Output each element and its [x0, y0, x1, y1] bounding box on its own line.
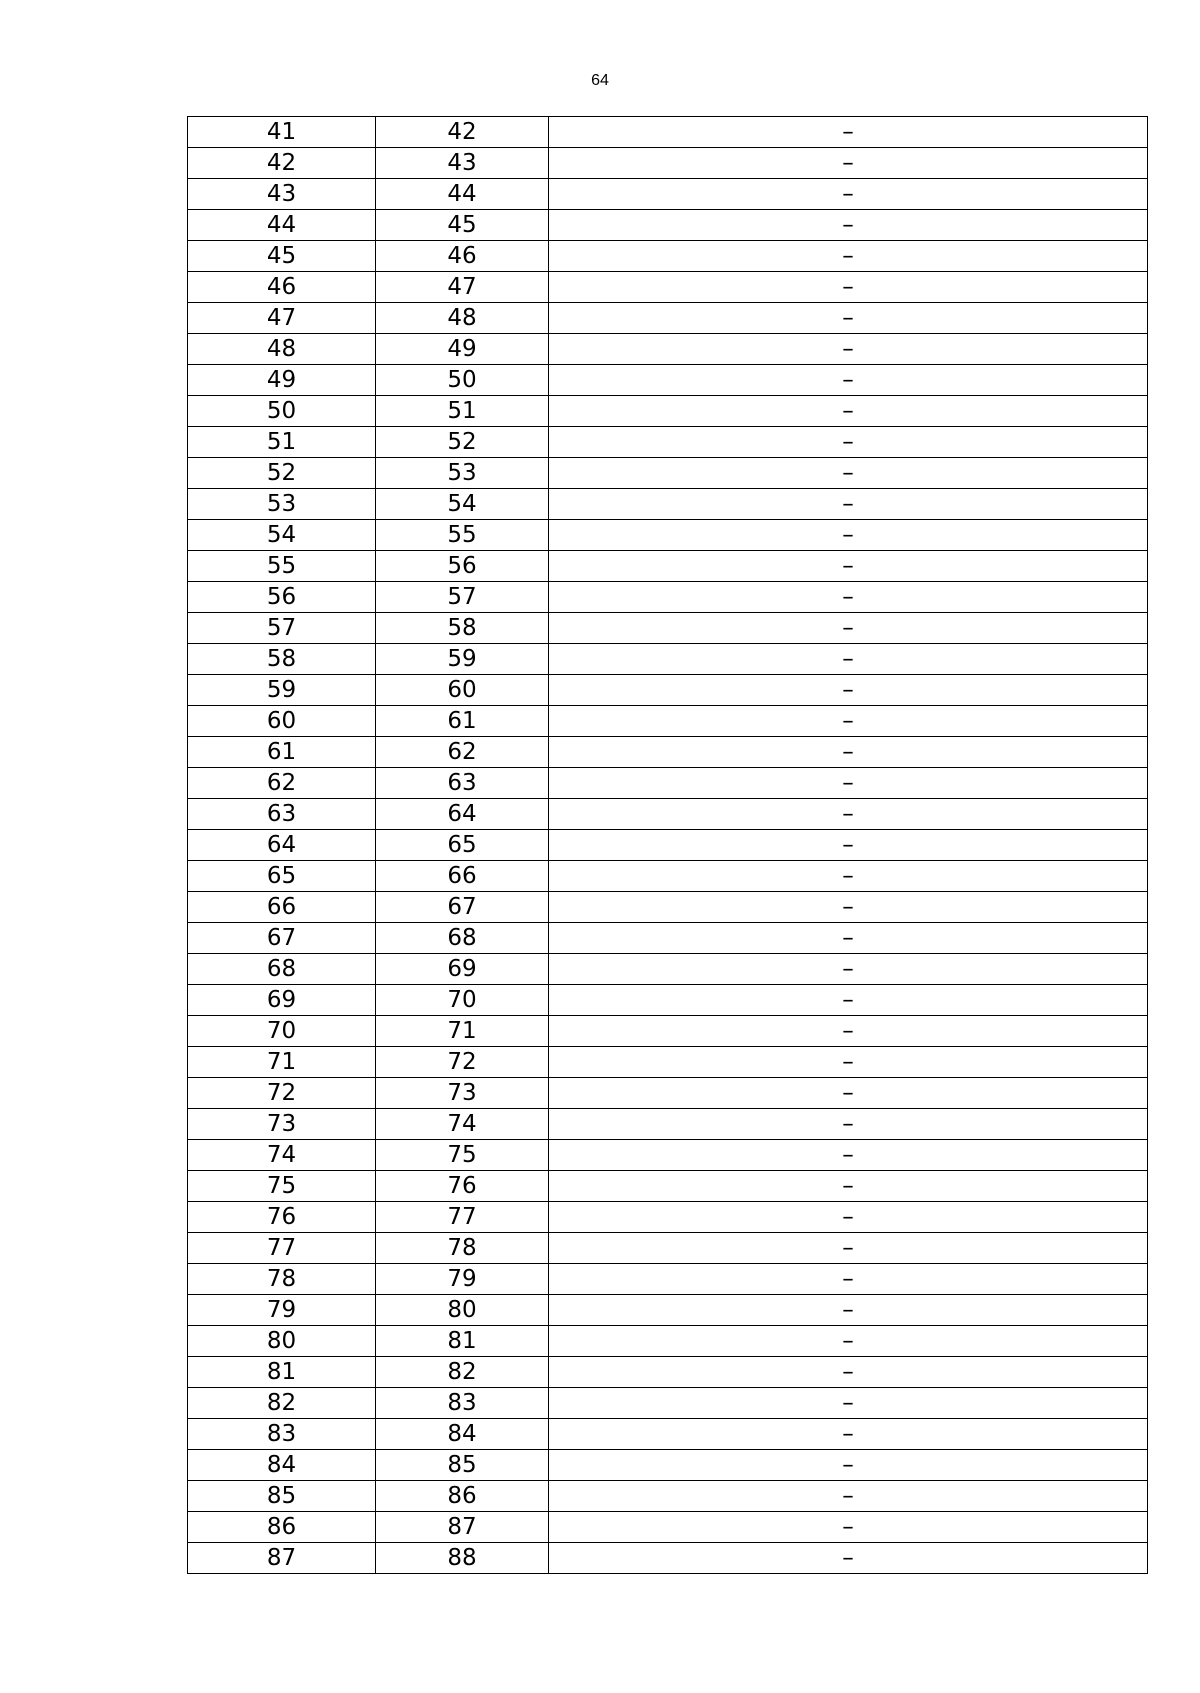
value-cell: –: [549, 148, 1148, 179]
table-row: [188, 1109, 1148, 1140]
to-cell: 76: [376, 1171, 549, 1202]
to-cell: 64: [376, 799, 549, 830]
from-cell: 70: [188, 1016, 376, 1047]
data-table: [187, 116, 1148, 1574]
to-cell: 59: [376, 644, 549, 675]
from-cell: 61: [188, 737, 376, 768]
from-cell: 86: [188, 1512, 376, 1543]
from-cell: 74: [188, 1140, 376, 1171]
value-cell: –: [549, 1264, 1148, 1295]
from-cell: 41: [188, 117, 376, 148]
from-cell: 52: [188, 458, 376, 489]
to-cell: 73: [376, 1078, 549, 1109]
value-cell: –: [549, 799, 1148, 830]
to-cell: 65: [376, 830, 549, 861]
table-row: [188, 1171, 1148, 1202]
table-row: [188, 768, 1148, 799]
value-cell: –: [549, 1078, 1148, 1109]
from-cell: 87: [188, 1543, 376, 1574]
value-cell: –: [549, 861, 1148, 892]
from-cell: 65: [188, 861, 376, 892]
table-row: [188, 1047, 1148, 1078]
to-cell: 61: [376, 706, 549, 737]
table-row: [188, 1326, 1148, 1357]
to-cell: 87: [376, 1512, 549, 1543]
value-cell: –: [549, 613, 1148, 644]
to-cell: 85: [376, 1450, 549, 1481]
value-cell: –: [549, 706, 1148, 737]
table-row: [188, 1481, 1148, 1512]
from-cell: 69: [188, 985, 376, 1016]
table-row: [188, 1543, 1148, 1574]
from-cell: 55: [188, 551, 376, 582]
from-cell: 44: [188, 210, 376, 241]
value-cell: –: [549, 954, 1148, 985]
value-cell: –: [549, 303, 1148, 334]
table-row: [188, 675, 1148, 706]
value-cell: –: [549, 675, 1148, 706]
value-cell: –: [549, 179, 1148, 210]
from-cell: 67: [188, 923, 376, 954]
value-cell: –: [549, 1512, 1148, 1543]
to-cell: 70: [376, 985, 549, 1016]
value-cell: –: [549, 272, 1148, 303]
from-cell: 46: [188, 272, 376, 303]
from-cell: 64: [188, 830, 376, 861]
to-cell: 66: [376, 861, 549, 892]
from-cell: 81: [188, 1357, 376, 1388]
value-cell: –: [549, 985, 1148, 1016]
to-cell: 55: [376, 520, 549, 551]
from-cell: 72: [188, 1078, 376, 1109]
from-cell: 50: [188, 396, 376, 427]
value-cell: –: [549, 582, 1148, 613]
from-cell: 75: [188, 1171, 376, 1202]
table-row: [188, 272, 1148, 303]
to-cell: 60: [376, 675, 549, 706]
table-row: [188, 148, 1148, 179]
table-row: [188, 644, 1148, 675]
table-row: [188, 737, 1148, 768]
table-row: [188, 334, 1148, 365]
to-cell: 79: [376, 1264, 549, 1295]
from-cell: 47: [188, 303, 376, 334]
from-cell: 42: [188, 148, 376, 179]
value-cell: –: [549, 365, 1148, 396]
table-row: [188, 117, 1148, 148]
from-cell: 56: [188, 582, 376, 613]
value-cell: –: [549, 334, 1148, 365]
value-cell: –: [549, 458, 1148, 489]
table-row: [188, 1419, 1148, 1450]
from-cell: 79: [188, 1295, 376, 1326]
to-cell: 74: [376, 1109, 549, 1140]
table-row: [188, 396, 1148, 427]
to-cell: 67: [376, 892, 549, 923]
value-cell: –: [549, 117, 1148, 148]
table-row: [188, 582, 1148, 613]
value-cell: –: [549, 1419, 1148, 1450]
from-cell: 49: [188, 365, 376, 396]
from-cell: 43: [188, 179, 376, 210]
value-cell: –: [549, 1140, 1148, 1171]
value-cell: –: [549, 1016, 1148, 1047]
from-cell: 58: [188, 644, 376, 675]
from-cell: 68: [188, 954, 376, 985]
from-cell: 78: [188, 1264, 376, 1295]
table-row: [188, 551, 1148, 582]
to-cell: 88: [376, 1543, 549, 1574]
value-cell: –: [549, 396, 1148, 427]
to-cell: 50: [376, 365, 549, 396]
value-cell: –: [549, 1202, 1148, 1233]
from-cell: 82: [188, 1388, 376, 1419]
table-row: [188, 1512, 1148, 1543]
table-row: [188, 303, 1148, 334]
to-cell: 72: [376, 1047, 549, 1078]
from-cell: 45: [188, 241, 376, 272]
value-cell: –: [549, 520, 1148, 551]
to-cell: 68: [376, 923, 549, 954]
value-cell: –: [549, 768, 1148, 799]
table-row: [188, 985, 1148, 1016]
table-row: [188, 923, 1148, 954]
from-cell: 63: [188, 799, 376, 830]
to-cell: 78: [376, 1233, 549, 1264]
table-row: [188, 1202, 1148, 1233]
table-row: [188, 861, 1148, 892]
value-cell: –: [549, 551, 1148, 582]
table-row: [188, 1264, 1148, 1295]
from-cell: 80: [188, 1326, 376, 1357]
value-cell: –: [549, 644, 1148, 675]
from-cell: 60: [188, 706, 376, 737]
from-cell: 51: [188, 427, 376, 458]
table-row: [188, 1233, 1148, 1264]
table-row: [188, 613, 1148, 644]
value-cell: –: [549, 830, 1148, 861]
to-cell: 84: [376, 1419, 549, 1450]
table-row: [188, 1357, 1148, 1388]
table-row: [188, 365, 1148, 396]
value-cell: –: [549, 1543, 1148, 1574]
to-cell: 47: [376, 272, 549, 303]
to-cell: 75: [376, 1140, 549, 1171]
from-cell: 66: [188, 892, 376, 923]
to-cell: 77: [376, 1202, 549, 1233]
from-cell: 48: [188, 334, 376, 365]
to-cell: 44: [376, 179, 549, 210]
from-cell: 59: [188, 675, 376, 706]
from-cell: 73: [188, 1109, 376, 1140]
value-cell: –: [549, 1388, 1148, 1419]
table-row: [188, 799, 1148, 830]
value-cell: –: [549, 1171, 1148, 1202]
table-row: [188, 1450, 1148, 1481]
value-cell: –: [549, 1109, 1148, 1140]
from-cell: 53: [188, 489, 376, 520]
table-row: [188, 489, 1148, 520]
to-cell: 83: [376, 1388, 549, 1419]
from-cell: 62: [188, 768, 376, 799]
value-cell: –: [549, 241, 1148, 272]
to-cell: 53: [376, 458, 549, 489]
value-cell: –: [549, 427, 1148, 458]
to-cell: 56: [376, 551, 549, 582]
from-cell: 84: [188, 1450, 376, 1481]
to-cell: 45: [376, 210, 549, 241]
from-cell: 54: [188, 520, 376, 551]
to-cell: 81: [376, 1326, 549, 1357]
to-cell: 86: [376, 1481, 549, 1512]
value-cell: –: [549, 1450, 1148, 1481]
to-cell: 80: [376, 1295, 549, 1326]
from-cell: 76: [188, 1202, 376, 1233]
table-row: [188, 427, 1148, 458]
table-row: [188, 706, 1148, 737]
to-cell: 62: [376, 737, 549, 768]
table-row: [188, 241, 1148, 272]
to-cell: 51: [376, 396, 549, 427]
value-cell: –: [549, 1295, 1148, 1326]
from-cell: 71: [188, 1047, 376, 1078]
table-row: [188, 458, 1148, 489]
table-row: [188, 520, 1148, 551]
table-row: [188, 210, 1148, 241]
from-cell: 85: [188, 1481, 376, 1512]
table-body: [188, 117, 1148, 1574]
value-cell: –: [549, 1357, 1148, 1388]
value-cell: –: [549, 923, 1148, 954]
to-cell: 48: [376, 303, 549, 334]
table-row: [188, 1078, 1148, 1109]
value-cell: –: [549, 892, 1148, 923]
table-row: [188, 954, 1148, 985]
to-cell: 42: [376, 117, 549, 148]
to-cell: 43: [376, 148, 549, 179]
from-cell: 83: [188, 1419, 376, 1450]
table-row: [188, 1016, 1148, 1047]
value-cell: –: [549, 737, 1148, 768]
value-cell: –: [549, 1047, 1148, 1078]
to-cell: 63: [376, 768, 549, 799]
to-cell: 58: [376, 613, 549, 644]
to-cell: 69: [376, 954, 549, 985]
from-cell: 77: [188, 1233, 376, 1264]
table-row: [188, 892, 1148, 923]
table-row: [188, 830, 1148, 861]
to-cell: 82: [376, 1357, 549, 1388]
to-cell: 57: [376, 582, 549, 613]
value-cell: –: [549, 489, 1148, 520]
value-cell: –: [549, 210, 1148, 241]
value-cell: –: [549, 1326, 1148, 1357]
to-cell: 52: [376, 427, 549, 458]
to-cell: 46: [376, 241, 549, 272]
to-cell: 49: [376, 334, 549, 365]
table-row: [188, 1388, 1148, 1419]
table-row: [188, 179, 1148, 210]
table-row: [188, 1295, 1148, 1326]
table-row: [188, 1140, 1148, 1171]
from-cell: 57: [188, 613, 376, 644]
page-number: 64: [591, 72, 609, 89]
value-cell: –: [549, 1481, 1148, 1512]
to-cell: 54: [376, 489, 549, 520]
value-cell: –: [549, 1233, 1148, 1264]
to-cell: 71: [376, 1016, 549, 1047]
